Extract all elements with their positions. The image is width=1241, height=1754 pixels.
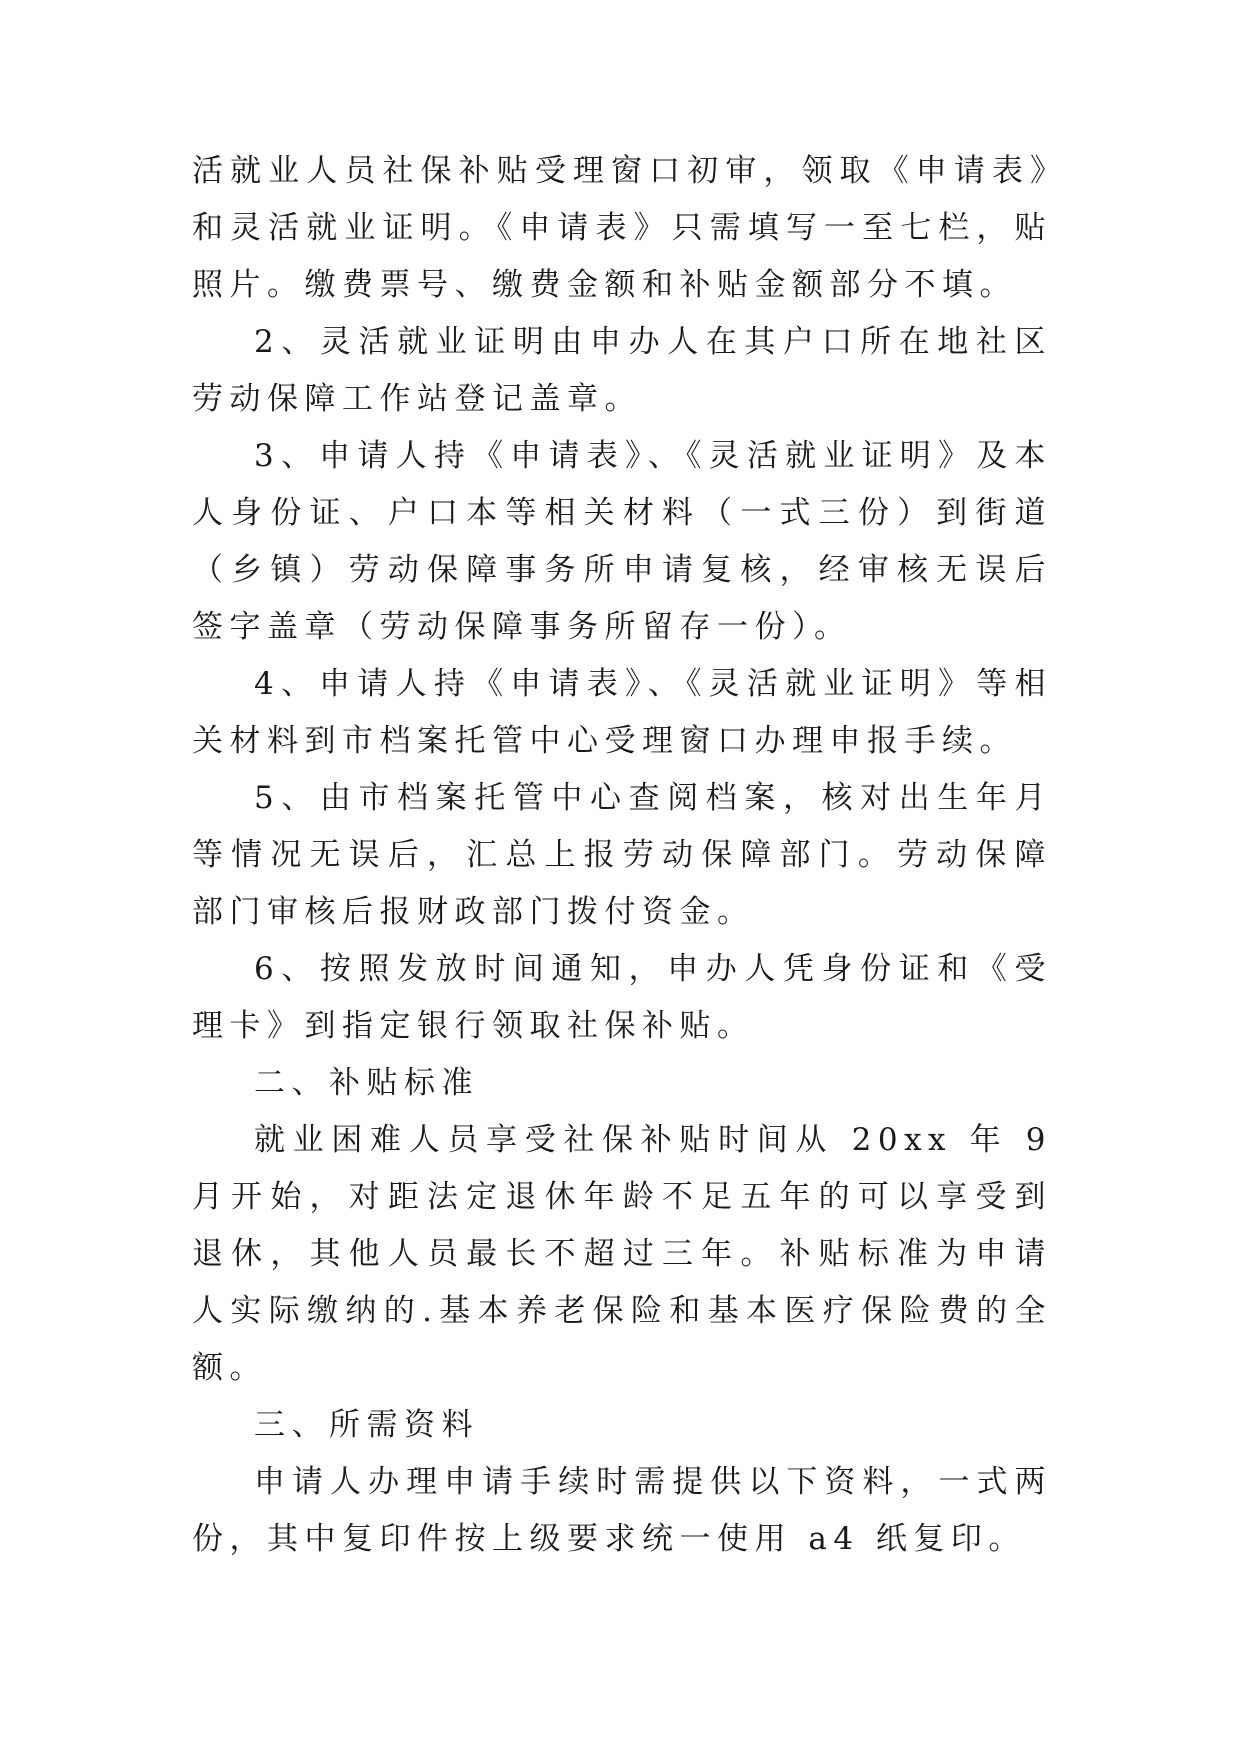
section-heading-required-materials: 三、所需资料: [254, 1407, 479, 1443]
paragraph-step-5: 5、由市档案托管中心查阅档案，核对出生年月等情况无误后，汇总上报劳动保障部门。劳动保障部门审核后报财政部门拨付资金。: [192, 780, 1052, 930]
section-heading-subsidy-standard: 二、补贴标准: [254, 1065, 479, 1101]
paragraph-required-materials: 申请人办理申请手续时需提供以下资料，一式两份，其中复印件按上级要求统一使用 a4 纸复印。: [192, 1464, 1052, 1557]
paragraph-subsidy-standard: 就业困难人员享受社保补贴时间从 20xx 年 9 月开始，对距法定退休年龄不足五年的可以享受到退休，其他人员最长不超过三年。补贴标准为申请人实际缴纳的.基本养老保险和基本医疗保险费的全额。: [192, 1122, 1052, 1386]
paragraph-step-2: 2、灵活就业证明由申办人在其户口所在地社区劳动保障工作站登记盖章。: [192, 324, 1052, 417]
paragraph-step-6: 6、按照发放时间通知，申办人凭身份证和《受理卡》到指定银行领取社保补贴。: [192, 951, 1052, 1044]
paragraph-step-3: 3、申请人持《申请表》、《灵活就业证明》及本人身份证、户口本等相关材料（一式三份）到街道（乡镇）劳动保障事务所申请复核，经审核无误后签字盖章（劳动保障事务所留存一份）。: [192, 438, 1052, 645]
document-body: [192, 143, 1052, 1568]
paragraph-continuation: 活就业人员社保补贴受理窗口初审，领取《申请表》和灵活就业证明。《申请表》只需填写一至七栏，贴照片。缴费票号、缴费金额和补贴金额部分不填。: [192, 153, 1052, 303]
paragraph-step-4: 4、申请人持《申请表》、《灵活就业证明》等相关材料到市档案托管中心受理窗口办理申报手续。: [192, 666, 1052, 759]
